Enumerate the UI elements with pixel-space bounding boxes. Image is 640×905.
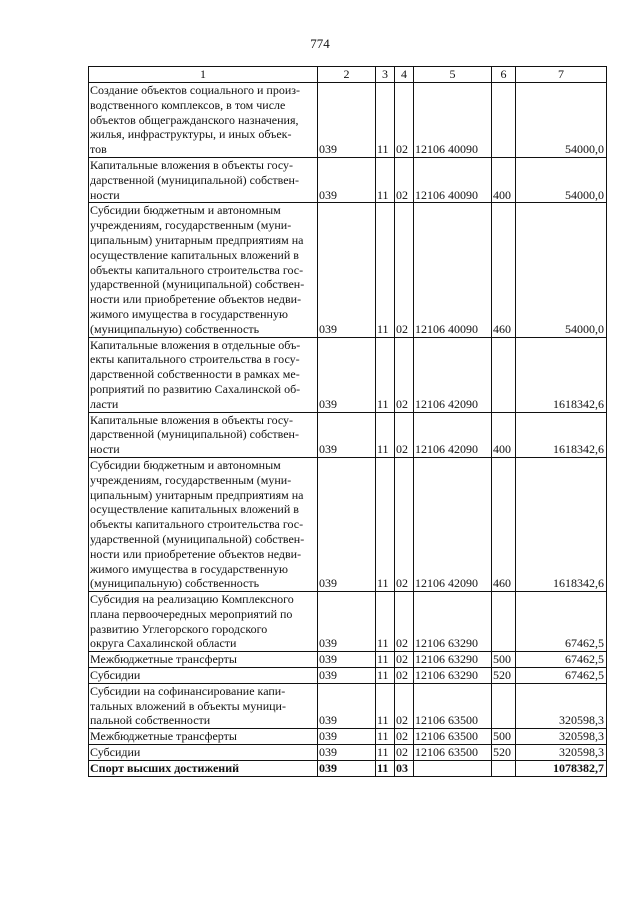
row-target-article: 12106 42090 (414, 457, 492, 591)
row-amount: 1078382,7 (516, 760, 607, 776)
row-name-line: ципальным) унитарным предприятиям на (90, 487, 304, 502)
row-amount: 54000,0 (516, 203, 607, 337)
row-expense-type: 400 (492, 157, 516, 202)
row-name-cell (89, 745, 318, 761)
row-section-code: 11 (376, 457, 395, 591)
row-section-code: 11 (376, 652, 395, 668)
row-name-line: ударственной (муниципальной) собствен- (90, 277, 305, 292)
row-name-line: тальных вложений в объекты муници- (90, 698, 286, 713)
row-amount: 1618342,6 (516, 412, 607, 457)
row-ministry-code: 039 (318, 83, 376, 158)
row-subsection-code: 03 (395, 760, 414, 776)
table-row (89, 412, 607, 457)
row-name-line: ности или приобретение объектов недви- (90, 292, 302, 307)
row-expense-type (492, 760, 516, 776)
row-name-line: роприятий по развитию Сахалинской об- (90, 381, 301, 396)
row-expense-type: 500 (492, 729, 516, 745)
row-name-line: (муниципальную) собственность (90, 576, 260, 591)
row-target-article: 12106 63290 (414, 668, 492, 684)
row-name-line: Субсидии бюджетным и автономным (90, 203, 281, 218)
row-name-line: развитию Углегорского городского (90, 621, 268, 636)
row-target-article: 12106 63290 (414, 652, 492, 668)
row-name-line: дарственной собственности в рамках ме- (90, 367, 300, 382)
row-target-article: 12106 40090 (414, 203, 492, 337)
table-row (89, 668, 607, 684)
row-target-article (414, 760, 492, 776)
row-name-cell (89, 683, 318, 728)
row-subsection-code: 02 (395, 457, 414, 591)
header-col-1: 1 (89, 67, 318, 83)
table-row (89, 652, 607, 668)
row-amount: 54000,0 (516, 83, 607, 158)
row-amount: 67462,5 (516, 668, 607, 684)
row-expense-type: 500 (492, 652, 516, 668)
header-col-6: 6 (492, 67, 516, 83)
row-name-line: Межбюджетные трансферты (90, 729, 237, 744)
row-subsection-code: 02 (395, 745, 414, 761)
row-name-line: Субсидии (90, 668, 141, 683)
row-target-article: 12106 40090 (414, 157, 492, 202)
row-ministry-code: 039 (318, 668, 376, 684)
row-name-line: ципальным) унитарным предприятиям на (90, 232, 304, 247)
row-name-line: ударственной (муниципальной) собствен- (90, 531, 305, 546)
row-name-line: осуществление капитальных вложений в (90, 502, 299, 517)
header-col-2: 2 (318, 67, 376, 83)
row-name-cell (89, 412, 318, 457)
row-name-line: учреждениям, государственным (муни- (90, 218, 292, 233)
row-section-code: 11 (376, 412, 395, 457)
row-name-line: объекты капитального строительства гос- (90, 262, 304, 277)
row-ministry-code: 039 (318, 157, 376, 202)
row-name-line: ности (90, 442, 120, 457)
row-name-line: (муниципальную) собственность (90, 321, 260, 336)
row-name-line: водственного комплексов, в том числе (90, 97, 286, 112)
table-row (89, 592, 607, 652)
row-name-line: учреждениям, государственным (муни- (90, 472, 292, 487)
budget-table (88, 66, 607, 777)
table-row (89, 157, 607, 202)
row-target-article: 12106 40090 (414, 83, 492, 158)
row-amount: 67462,5 (516, 652, 607, 668)
row-amount: 320598,3 (516, 745, 607, 761)
table-row (89, 83, 607, 158)
row-amount: 54000,0 (516, 157, 607, 202)
row-target-article: 12106 42090 (414, 412, 492, 457)
row-section-code: 11 (376, 683, 395, 728)
table-row (89, 745, 607, 761)
row-name-cell (89, 652, 318, 668)
row-name-line: екты капитального строительства в госу- (90, 352, 300, 367)
row-section-code: 11 (376, 83, 395, 158)
row-name-cell (89, 157, 318, 202)
row-subsection-code: 02 (395, 83, 414, 158)
row-expense-type (492, 83, 516, 158)
row-name-line: жимого имущества в государственную (90, 306, 288, 321)
table-row (89, 203, 607, 337)
header-col-3: 3 (376, 67, 395, 83)
table-row (89, 683, 607, 728)
row-expense-type: 460 (492, 203, 516, 337)
row-name-cell (89, 760, 318, 776)
row-expense-type: 520 (492, 745, 516, 761)
header-col-4: 4 (395, 67, 414, 83)
table-row (89, 760, 607, 776)
row-name-line: Капитальные вложения в объекты госу- (90, 157, 294, 172)
table-body (89, 83, 607, 777)
row-name-line: Создание объектов социального и произ- (90, 83, 300, 97)
row-name-line: объекты капитального строительства гос- (90, 517, 304, 532)
row-expense-type (492, 592, 516, 652)
row-name-line: тов (90, 142, 107, 157)
row-ministry-code: 039 (318, 729, 376, 745)
row-target-article: 12106 63500 (414, 729, 492, 745)
row-amount: 1618342,6 (516, 337, 607, 412)
row-name-line: Капитальные вложения в отдельные объ- (90, 337, 301, 352)
row-name-line: Капитальные вложения в объекты госу- (90, 412, 294, 427)
row-name-line: жимого имущества в государственную (90, 561, 288, 576)
row-name-line: осуществление капитальных вложений в (90, 247, 299, 262)
row-section-code: 11 (376, 668, 395, 684)
row-section-code: 11 (376, 337, 395, 412)
row-subsection-code: 02 (395, 592, 414, 652)
row-name-line: жилья, инфраструктуры, и иных объек- (90, 127, 292, 142)
row-name-line: плана первоочередных мероприятий по (90, 606, 293, 621)
row-name-line: ности (90, 187, 120, 202)
row-name-line: ласти (90, 396, 119, 411)
table-header-row (89, 67, 607, 83)
row-expense-type: 520 (492, 668, 516, 684)
row-ministry-code: 039 (318, 652, 376, 668)
row-subsection-code: 02 (395, 668, 414, 684)
row-name-line: Субсидии (90, 745, 141, 760)
row-expense-type: 400 (492, 412, 516, 457)
row-subsection-code: 02 (395, 203, 414, 337)
row-ministry-code: 039 (318, 337, 376, 412)
row-subsection-code: 02 (395, 652, 414, 668)
header-col-5: 5 (414, 67, 492, 83)
row-name-line: округа Сахалинской области (90, 636, 237, 651)
row-subsection-code: 02 (395, 412, 414, 457)
page-number: 774 (310, 36, 330, 51)
table-row (89, 729, 607, 745)
row-name-cell (89, 729, 318, 745)
row-name-cell (89, 457, 318, 591)
row-name-cell (89, 83, 318, 158)
row-name-line: пальной собственности (90, 713, 211, 728)
row-ministry-code: 039 (318, 745, 376, 761)
row-ministry-code: 039 (318, 760, 376, 776)
row-section-code: 11 (376, 157, 395, 202)
row-subsection-code: 02 (395, 337, 414, 412)
row-amount: 320598,3 (516, 683, 607, 728)
row-expense-type (492, 337, 516, 412)
row-name-line: Межбюджетные трансферты (90, 652, 237, 667)
table-row (89, 337, 607, 412)
row-name-line: объектов общегражданского назначения, (90, 112, 299, 127)
row-name-cell (89, 592, 318, 652)
row-name-cell (89, 337, 318, 412)
row-ministry-code: 039 (318, 457, 376, 591)
row-target-article: 12106 42090 (414, 337, 492, 412)
row-amount: 67462,5 (516, 592, 607, 652)
row-name-line: Субсидия на реализацию Комплексного (90, 592, 294, 607)
row-ministry-code: 039 (318, 412, 376, 457)
row-ministry-code: 039 (318, 683, 376, 728)
row-target-article: 12106 63290 (414, 592, 492, 652)
row-section-code: 11 (376, 729, 395, 745)
row-section-code: 11 (376, 203, 395, 337)
row-target-article: 12106 63500 (414, 745, 492, 761)
row-name-line: ности или приобретение объектов недви- (90, 546, 302, 561)
row-name-line: Субсидии на софинансирование капи- (90, 683, 286, 698)
row-section-code: 11 (376, 592, 395, 652)
row-expense-type (492, 683, 516, 728)
row-name-line: Субсидии бюджетным и автономным (90, 457, 281, 472)
row-subsection-code: 02 (395, 683, 414, 728)
row-name-line: дарственной (муниципальной) собствен- (90, 172, 299, 187)
row-subsection-code: 02 (395, 157, 414, 202)
row-expense-type: 460 (492, 457, 516, 591)
row-name-cell (89, 203, 318, 337)
row-section-code: 11 (376, 745, 395, 761)
row-section-code: 11 (376, 760, 395, 776)
row-target-article: 12106 63500 (414, 683, 492, 728)
row-amount: 1618342,6 (516, 457, 607, 591)
row-amount: 320598,3 (516, 729, 607, 745)
header-col-7: 7 (516, 67, 607, 83)
table-row (89, 457, 607, 591)
row-name-line: дарственной (муниципальной) собствен- (90, 427, 299, 442)
row-subsection-code: 02 (395, 729, 414, 745)
row-ministry-code: 039 (318, 203, 376, 337)
row-ministry-code: 039 (318, 592, 376, 652)
row-name-line: Спорт высших достижений (90, 760, 240, 775)
row-name-cell (89, 668, 318, 684)
